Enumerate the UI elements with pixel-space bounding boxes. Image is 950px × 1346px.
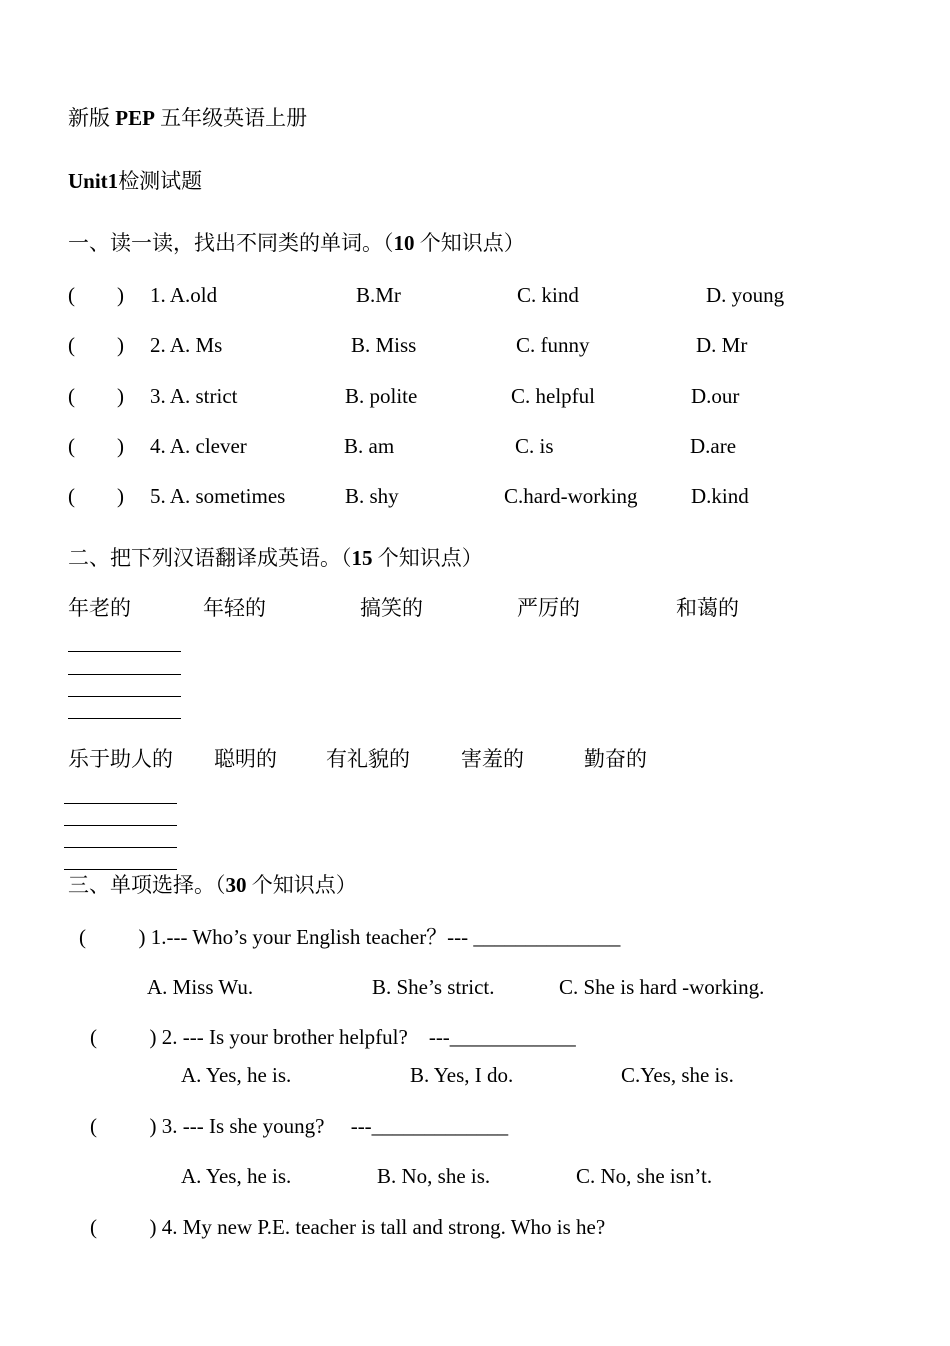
item-question: 2. A. Ms xyxy=(150,333,223,357)
mc-question: ( ) 1.--- Who’s your English teacher？--- ______________ xyxy=(79,925,621,949)
answer-blank[interactable] xyxy=(64,847,177,848)
section2-heading xyxy=(68,548,483,569)
item-question: 1. A.old xyxy=(150,283,218,307)
item-question: 3. A. strict xyxy=(150,384,238,408)
option-b: B. Miss xyxy=(351,333,417,357)
heading-post: 个知识点） xyxy=(251,873,357,897)
heading-post: 个知识点） xyxy=(377,546,483,570)
heading-post: 个知识点） xyxy=(419,231,525,255)
translate-word: 和蔼的 xyxy=(676,596,739,620)
mc-option-b: B. No, she is. xyxy=(377,1164,491,1188)
item-paren: ( ) xyxy=(68,283,124,307)
answer-blank[interactable] xyxy=(64,825,177,826)
mc-option-a: A. Miss Wu. xyxy=(147,975,254,999)
heading-bold: 10 xyxy=(393,231,415,255)
unit-bold: Unit1 xyxy=(68,169,119,193)
title-post: 五年级英语上册 xyxy=(160,106,308,130)
document-title xyxy=(68,108,307,129)
heading-bold: 15 xyxy=(351,546,373,570)
mc-option-b: B. She’s strict. xyxy=(372,975,495,999)
title-bold: PEP xyxy=(115,106,155,130)
option-c: C. kind xyxy=(517,283,579,307)
heading-bold: 30 xyxy=(225,873,247,897)
mc-option-c: C. She is hard -working. xyxy=(559,975,765,999)
mc-option-a: A. Yes, he is. xyxy=(181,1164,292,1188)
title-pre: 新版 xyxy=(68,106,110,130)
option-c: C. is xyxy=(515,434,554,458)
answer-blank[interactable] xyxy=(64,803,177,804)
option-d: D. Mr xyxy=(696,333,748,357)
item-paren: ( ) xyxy=(68,384,124,408)
option-c: C. funny xyxy=(516,333,590,357)
option-b: B.Mr xyxy=(356,283,401,307)
unit-title xyxy=(68,171,202,192)
mc-option-b: B. Yes, I do. xyxy=(410,1063,514,1087)
item-paren: ( ) xyxy=(68,434,124,458)
answer-blank[interactable] xyxy=(64,869,177,870)
mc-question: ( ) 3. --- Is she young? ---_____________ xyxy=(90,1114,509,1138)
mc-option-a: A. Yes, he is. xyxy=(181,1063,292,1087)
heading-pre: 一、读一读，找出不同类的单词。（ xyxy=(68,231,394,255)
translate-word: 聪明的 xyxy=(214,747,277,771)
option-c: C. helpful xyxy=(511,384,595,408)
heading-pre: 二、把下列汉语翻译成英语。（ xyxy=(68,546,352,570)
section1-heading xyxy=(68,233,525,254)
mc-question: ( ) 2. --- Is your brother helpful? ---____________ xyxy=(90,1025,576,1049)
section3-heading xyxy=(68,875,357,896)
translate-word: 年轻的 xyxy=(203,596,266,620)
translate-word: 年老的 xyxy=(68,596,131,620)
option-b: B. polite xyxy=(345,384,418,408)
translate-word: 严厉的 xyxy=(517,596,580,620)
option-d: D.our xyxy=(691,384,740,408)
heading-pre: 三、单项选择。（ xyxy=(68,873,226,897)
unit-post: 检测试题 xyxy=(118,169,203,193)
item-paren: ( ) xyxy=(68,484,124,508)
mc-question: ( ) 4. My new P.E. teacher is tall and strong. Who is he? xyxy=(90,1215,606,1239)
translate-word: 害羞的 xyxy=(461,747,524,771)
mc-option-c: C. No, she isn’t. xyxy=(576,1164,713,1188)
translate-word: 乐于助人的 xyxy=(68,747,173,771)
answer-blank[interactable] xyxy=(68,718,181,719)
option-b: B. shy xyxy=(345,484,399,508)
option-d: D.kind xyxy=(691,484,749,508)
item-paren: ( ) xyxy=(68,333,124,357)
translate-word: 有礼貌的 xyxy=(326,747,410,771)
answer-blank[interactable] xyxy=(68,651,181,652)
item-question: 5. A. sometimes xyxy=(150,484,286,508)
answer-blank[interactable] xyxy=(68,674,181,675)
option-c: C.hard-working xyxy=(504,484,638,508)
option-d: D.are xyxy=(690,434,737,458)
option-b: B. am xyxy=(344,434,395,458)
answer-blank[interactable] xyxy=(68,696,181,697)
option-d: D. young xyxy=(706,283,785,307)
item-question: 4. A. clever xyxy=(150,434,247,458)
translate-word: 勤奋的 xyxy=(584,747,647,771)
translate-word: 搞笑的 xyxy=(360,596,423,620)
mc-option-c: C.Yes, she is. xyxy=(621,1063,734,1087)
